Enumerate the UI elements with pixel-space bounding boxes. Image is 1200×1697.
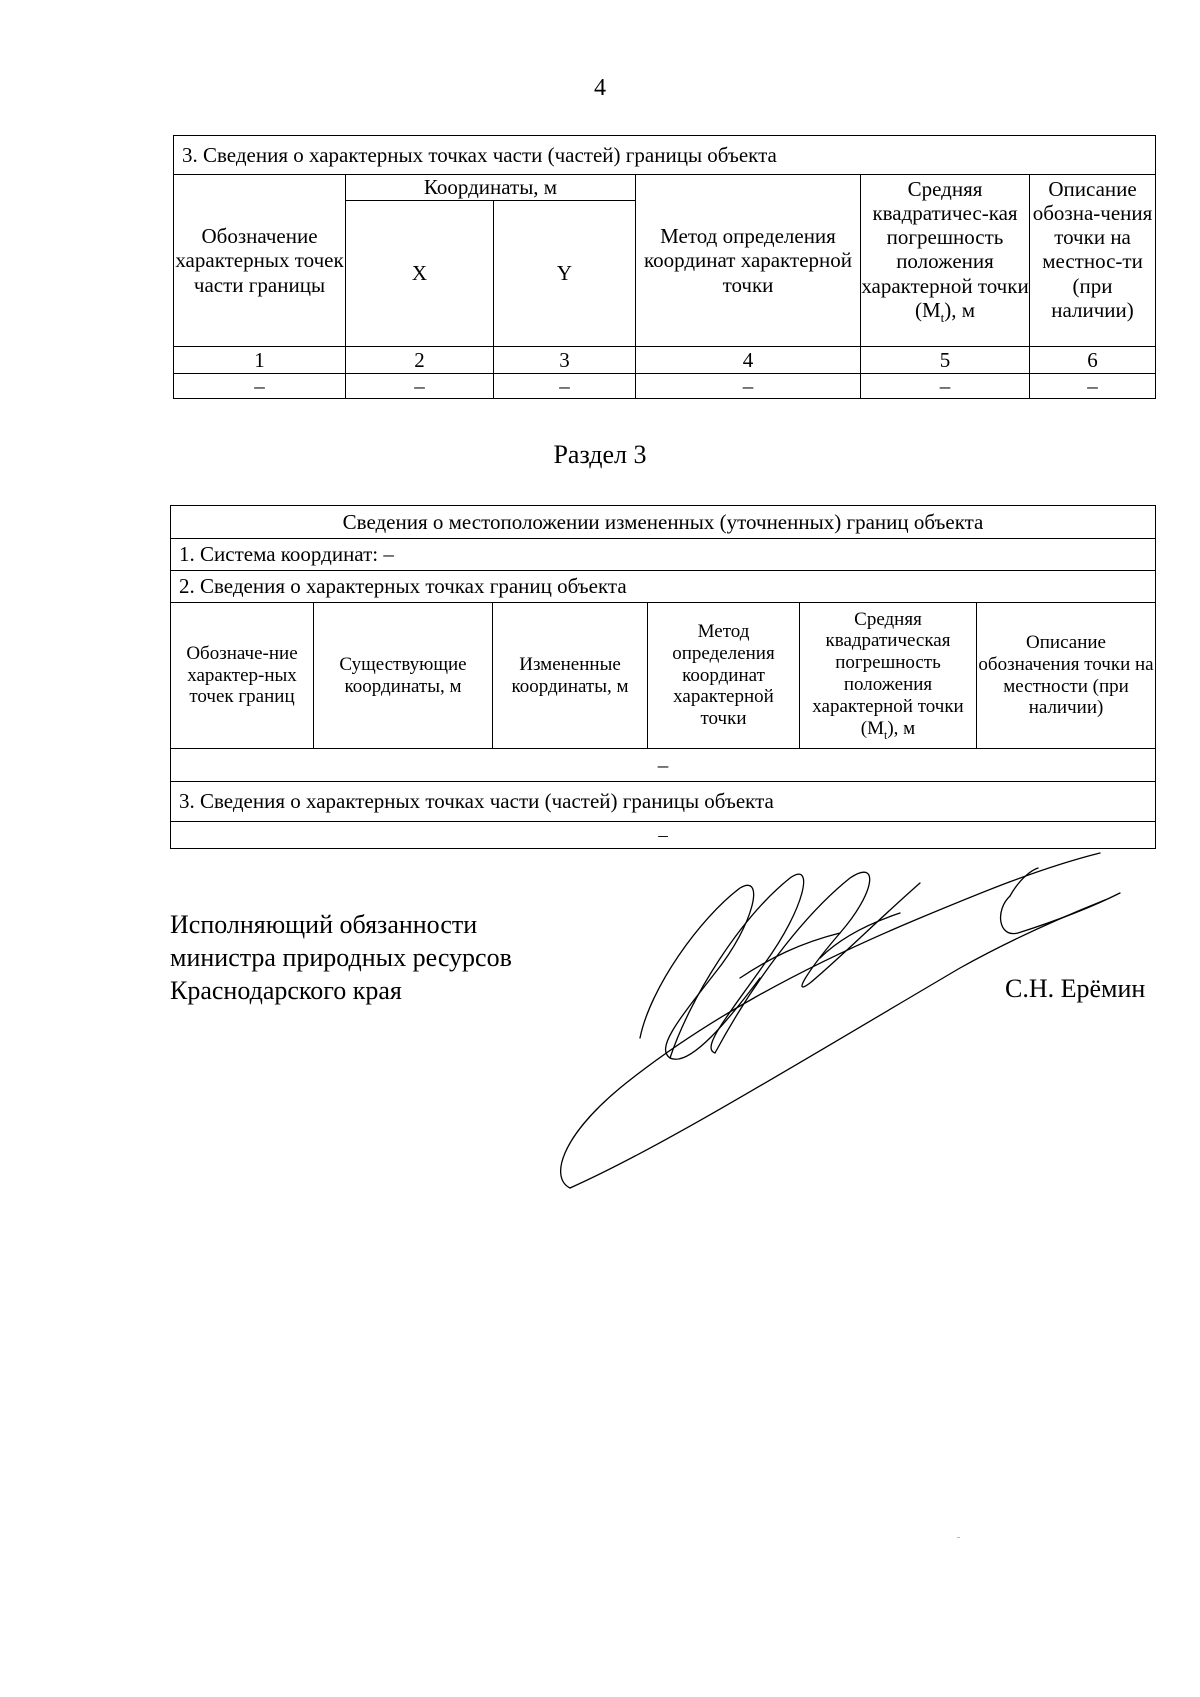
table1-col-error-sub: t bbox=[940, 309, 945, 325]
table2-col-error bbox=[800, 603, 977, 749]
signer-position bbox=[170, 908, 512, 1007]
table2-dash-row-1: – bbox=[171, 749, 1156, 782]
table1-col-error-tail: ), м bbox=[944, 297, 976, 322]
table2-col-method: Метод определения координат характерной точки bbox=[648, 603, 800, 749]
page-number: 4 bbox=[594, 75, 606, 101]
table1-empty-4: – bbox=[636, 374, 861, 399]
table2-row-coord-system: 1. Система координат: – bbox=[171, 539, 1156, 571]
table1-empty-row bbox=[174, 374, 1156, 399]
handwritten-signature bbox=[540, 848, 1140, 1208]
table1-num-2: 2 bbox=[346, 347, 494, 374]
table1-col-error-main: Средняя квадратичес-кая погрешность положения характерной точки (M bbox=[861, 177, 1029, 322]
table2-row-part-points-title: 3. Сведения о характерных точках части (частей) границы объекта bbox=[171, 782, 1156, 822]
table1-empty-1: – bbox=[174, 374, 346, 399]
table-part-boundary-points bbox=[173, 135, 1156, 399]
table2-col-error-tail: ), м bbox=[887, 717, 916, 739]
table-changed-boundaries bbox=[170, 505, 1156, 849]
table1-num-4: 4 bbox=[636, 347, 861, 374]
table2-col-description: Описание обозначения точки на местности (при наличии) bbox=[977, 603, 1156, 749]
section-title: Раздел 3 bbox=[553, 440, 647, 469]
table1-num-5: 5 bbox=[861, 347, 1030, 374]
table1-col-designation: Обозначение характерных точек части границы bbox=[174, 175, 346, 347]
table1-num-3: 3 bbox=[494, 347, 636, 374]
table2-col-designation: Обозначе-ние характер-ных точек границ bbox=[171, 603, 314, 749]
table2-header: Сведения о местоположении измененных (уточненных) границ объекта bbox=[171, 506, 1156, 539]
signer-position-line-3: Краснодарского края bbox=[170, 976, 402, 1005]
table2-col-error-sub: t bbox=[884, 727, 888, 742]
table1-col-x: X bbox=[346, 201, 494, 347]
table2-dash-row-2: – bbox=[171, 822, 1156, 849]
table1-num-6: 6 bbox=[1030, 347, 1156, 374]
signer-position-line-1: Исполняющий обязанности bbox=[170, 910, 478, 939]
table1-empty-3: – bbox=[494, 374, 636, 399]
table2-row-points-title: 2. Сведения о характерных точках границ объекта bbox=[171, 571, 1156, 603]
signer-position-line-2: министра природных ресурсов bbox=[170, 943, 512, 972]
table1-number-row bbox=[174, 347, 1156, 374]
table1-col-description: Описание обозна-чения точки на местнос-ти (при наличии) bbox=[1030, 175, 1156, 347]
table1-group-coordinates: Координаты, м bbox=[346, 175, 636, 201]
table1-col-y: Y bbox=[494, 201, 636, 347]
table1-empty-5: – bbox=[861, 374, 1030, 399]
table1-col-method: Метод определения координат характерной точки bbox=[636, 175, 861, 347]
table1-title: 3. Сведения о характерных точках части (частей) границы объекта bbox=[174, 136, 1156, 175]
scan-speck bbox=[957, 1537, 960, 1538]
table2-col-changed: Измененные координаты, м bbox=[493, 603, 648, 749]
table2-col-error-main: Средняя квадратическая погрешность положения характерной точки (M bbox=[812, 608, 964, 739]
table1-num-1: 1 bbox=[174, 347, 346, 374]
table2-col-existing: Существующие координаты, м bbox=[314, 603, 493, 749]
table1-col-error bbox=[861, 175, 1030, 347]
table1-empty-2: – bbox=[346, 374, 494, 399]
table1-empty-6: – bbox=[1030, 374, 1156, 399]
signer-name: С.Н. Ерёмин bbox=[1005, 974, 1146, 1003]
